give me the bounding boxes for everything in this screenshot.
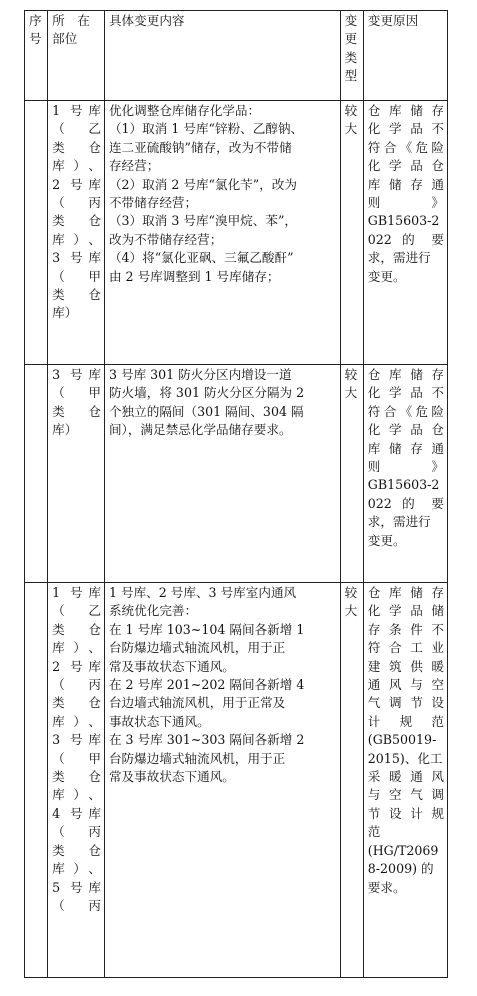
location-line: 1 号库	[52, 585, 101, 600]
reason-line: 022 的 要	[367, 231, 444, 247]
location-line: 3 号库	[52, 250, 101, 266]
reason-line: 符合《危险	[367, 403, 444, 419]
header-reason-line: 变更原因	[367, 13, 419, 28]
content-line: 在 2 号库 201~202 隔间各新增 4	[108, 677, 305, 693]
reason-line: 仓 库 储 存	[367, 103, 444, 118]
location-line: （ 甲	[52, 750, 101, 766]
reason-line: 化 学 品 储	[367, 603, 444, 619]
header-content-line: 具体变更内容	[108, 13, 185, 28]
reason-line: 通风与空	[367, 677, 444, 693]
location-line: 库）、	[52, 861, 101, 877]
header-type	[340, 11, 363, 101]
row-type-cell	[340, 101, 363, 365]
content-line: 改为不带储存经营；	[108, 231, 223, 247]
location-line: 库）	[52, 305, 78, 321]
row-reason-cell	[363, 101, 447, 365]
reason-line: 则 》	[367, 195, 444, 211]
location-line: 库）、	[52, 158, 101, 174]
header-no-line: 号	[29, 31, 42, 47]
type-line: 较	[344, 367, 358, 382]
location-line: 4 号库	[52, 805, 101, 821]
location-line: 5 号库	[52, 879, 101, 895]
row-content-cell	[104, 365, 340, 583]
location-line: 2 号库	[52, 176, 101, 192]
reason-line: GB15603-2	[367, 477, 440, 493]
content-line: 存经营；	[108, 158, 160, 174]
row-location-cell	[48, 583, 105, 978]
type-line: 较	[344, 103, 358, 118]
location-line: 库）	[52, 422, 78, 438]
content-line: 个独立的隔间（301 隔间、304 隔	[108, 403, 304, 419]
reason-line: 库储存通	[367, 440, 444, 456]
location-line: 类 仓	[52, 695, 101, 711]
content-line: 3 号库 301 防火分区内增设一道	[108, 367, 292, 382]
location-line: 库）、	[52, 640, 101, 656]
reason-line: 化学品不	[367, 121, 444, 137]
reason-line: 022 的 要	[367, 495, 444, 511]
content-line: 常及事故状态下通风。	[108, 658, 235, 674]
location-line: （ 甲	[52, 385, 101, 401]
reason-line: 变更。	[367, 268, 406, 284]
content-line: 1 号库、2 号库、3 号库室内通风	[108, 585, 297, 600]
reason-line: 求，需进行	[367, 250, 431, 266]
header-content	[104, 11, 340, 101]
content-line: （2）取消 2 号库“氯化苄”，改为	[108, 176, 297, 192]
location-line: 库）、	[52, 787, 101, 803]
table-row	[25, 101, 448, 365]
location-line: 3 号库	[52, 367, 101, 382]
reason-line: 库储存通	[367, 176, 444, 192]
row-no-cell	[25, 101, 48, 365]
type-line: 较	[344, 585, 358, 600]
reason-line: 符 合 工 业	[367, 640, 444, 656]
reason-line: 化 学 品 仓	[367, 422, 444, 438]
location-line: 库）、	[52, 231, 101, 247]
location-line: （ 丙	[52, 195, 101, 211]
content-line: 事故状态下通风。	[108, 713, 210, 729]
header-location-line: 部位	[52, 31, 78, 47]
reason-line: 计 规 范	[367, 713, 444, 729]
header-type-line: 类	[344, 49, 358, 65]
location-line: 类 仓	[52, 139, 101, 155]
header-type-line: 更	[344, 31, 358, 47]
content-line: 由 2 号库调整到 1 号库储存；	[108, 268, 280, 284]
location-line: 2 号库	[52, 658, 101, 674]
table-row	[25, 583, 448, 978]
reason-line: (HG/T2069	[367, 842, 439, 858]
header-location	[48, 11, 105, 101]
change-table	[24, 10, 448, 978]
content-line: 台防爆边墙式轴流风机，用于正	[108, 750, 286, 766]
row-content-cell	[104, 583, 340, 978]
type-line: 大	[344, 385, 358, 401]
reason-line: 气 调 节 设	[367, 695, 444, 711]
reason-line: 变更。	[367, 532, 406, 548]
location-line: （ 丙	[52, 677, 101, 693]
content-line: 优化调整仓库储存化学品：	[108, 103, 261, 118]
location-line: （ 丙	[52, 897, 101, 913]
reason-line: GB15603-2	[367, 213, 440, 229]
reason-line: 仓 库 储 存	[367, 367, 444, 382]
content-line: 间），满足禁忌化学品储存要求。	[108, 422, 292, 438]
location-line: 库）、	[52, 713, 101, 729]
reason-line: (GB50019-	[367, 732, 437, 748]
location-line: （ 乙	[52, 603, 101, 619]
reason-line: 范	[367, 824, 381, 840]
content-line: 常及事故状态下通风。	[108, 769, 235, 785]
row-content-cell	[104, 101, 340, 365]
row-reason-cell	[363, 583, 447, 978]
content-line: 台边墙式轴流风机，用于正常及	[108, 695, 286, 711]
header-reason	[363, 11, 447, 101]
reason-line: 要求。	[367, 879, 406, 895]
location-line: 1 号库	[52, 103, 101, 118]
reason-line: 节设计规	[367, 805, 444, 821]
row-no-cell	[25, 365, 48, 583]
table-row	[25, 365, 448, 583]
content-line: 不带储存经营；	[108, 195, 198, 211]
header-type-line: 变	[344, 13, 358, 28]
reason-line: 仓 库 储 存	[367, 585, 444, 600]
location-line: 类 仓	[52, 769, 101, 785]
content-line: 在 3 号库 301~303 隔间各新增 2	[108, 732, 305, 748]
reason-line: 与空气调	[367, 787, 444, 803]
row-no-cell	[25, 583, 48, 978]
location-line: 类 仓	[52, 213, 101, 229]
content-line: 台防爆边墙式轴流风机，用于正	[108, 640, 286, 656]
header-location-line: 所 在	[52, 13, 90, 28]
location-line: 类 仓	[52, 842, 101, 858]
content-line: （1）取消 1 号库“锌粉、乙醇钠、	[108, 121, 304, 137]
location-line: 类 仓	[52, 621, 101, 637]
header-row	[25, 11, 448, 101]
content-line: 在 1 号库 103~104 隔间各新增 1	[108, 621, 305, 637]
type-line: 大	[344, 121, 358, 137]
type-line: 大	[344, 603, 358, 619]
reason-line: 8-2009) 的	[367, 861, 434, 877]
location-line: 类 仓	[52, 403, 101, 419]
location-line: 3 号库	[52, 732, 101, 748]
reason-line: 化 学 品 仓	[367, 158, 444, 174]
content-line: （3）取消 3 号库“溴甲烷、苯”，	[108, 213, 297, 229]
location-line: （ 丙	[52, 824, 101, 840]
reason-line: 建 筑 供 暖	[367, 658, 444, 674]
header-no-line: 序	[29, 13, 42, 28]
reason-line: 求，需进行	[367, 514, 431, 530]
location-line: （ 甲	[52, 268, 101, 284]
row-location-cell	[48, 101, 105, 365]
row-type-cell	[340, 365, 363, 583]
location-line: （ 乙	[52, 121, 101, 137]
reason-line: 则 》	[367, 459, 444, 475]
row-type-cell	[340, 583, 363, 978]
content-line: 防火墙，将 301 防火分区分隔为 2	[108, 385, 305, 401]
header-no	[25, 11, 48, 101]
reason-line: 符合《危险	[367, 139, 444, 155]
reason-line: 2015)、化工	[367, 750, 443, 766]
reason-line: 化学品不	[367, 385, 444, 401]
row-location-cell	[48, 365, 105, 583]
location-line: 类 仓	[52, 287, 101, 303]
header-type-line: 型	[344, 68, 358, 84]
content-line: （4）将“氯化亚砜、三氟乙酸酐”	[108, 250, 294, 266]
reason-line: 存条件不	[367, 621, 444, 637]
row-reason-cell	[363, 365, 447, 583]
reason-line: 采暖通风	[367, 769, 444, 785]
content-line: 系统优化完善：	[108, 603, 198, 619]
content-line: 连二亚硫酸钠”储存，改为不带储	[108, 139, 292, 155]
